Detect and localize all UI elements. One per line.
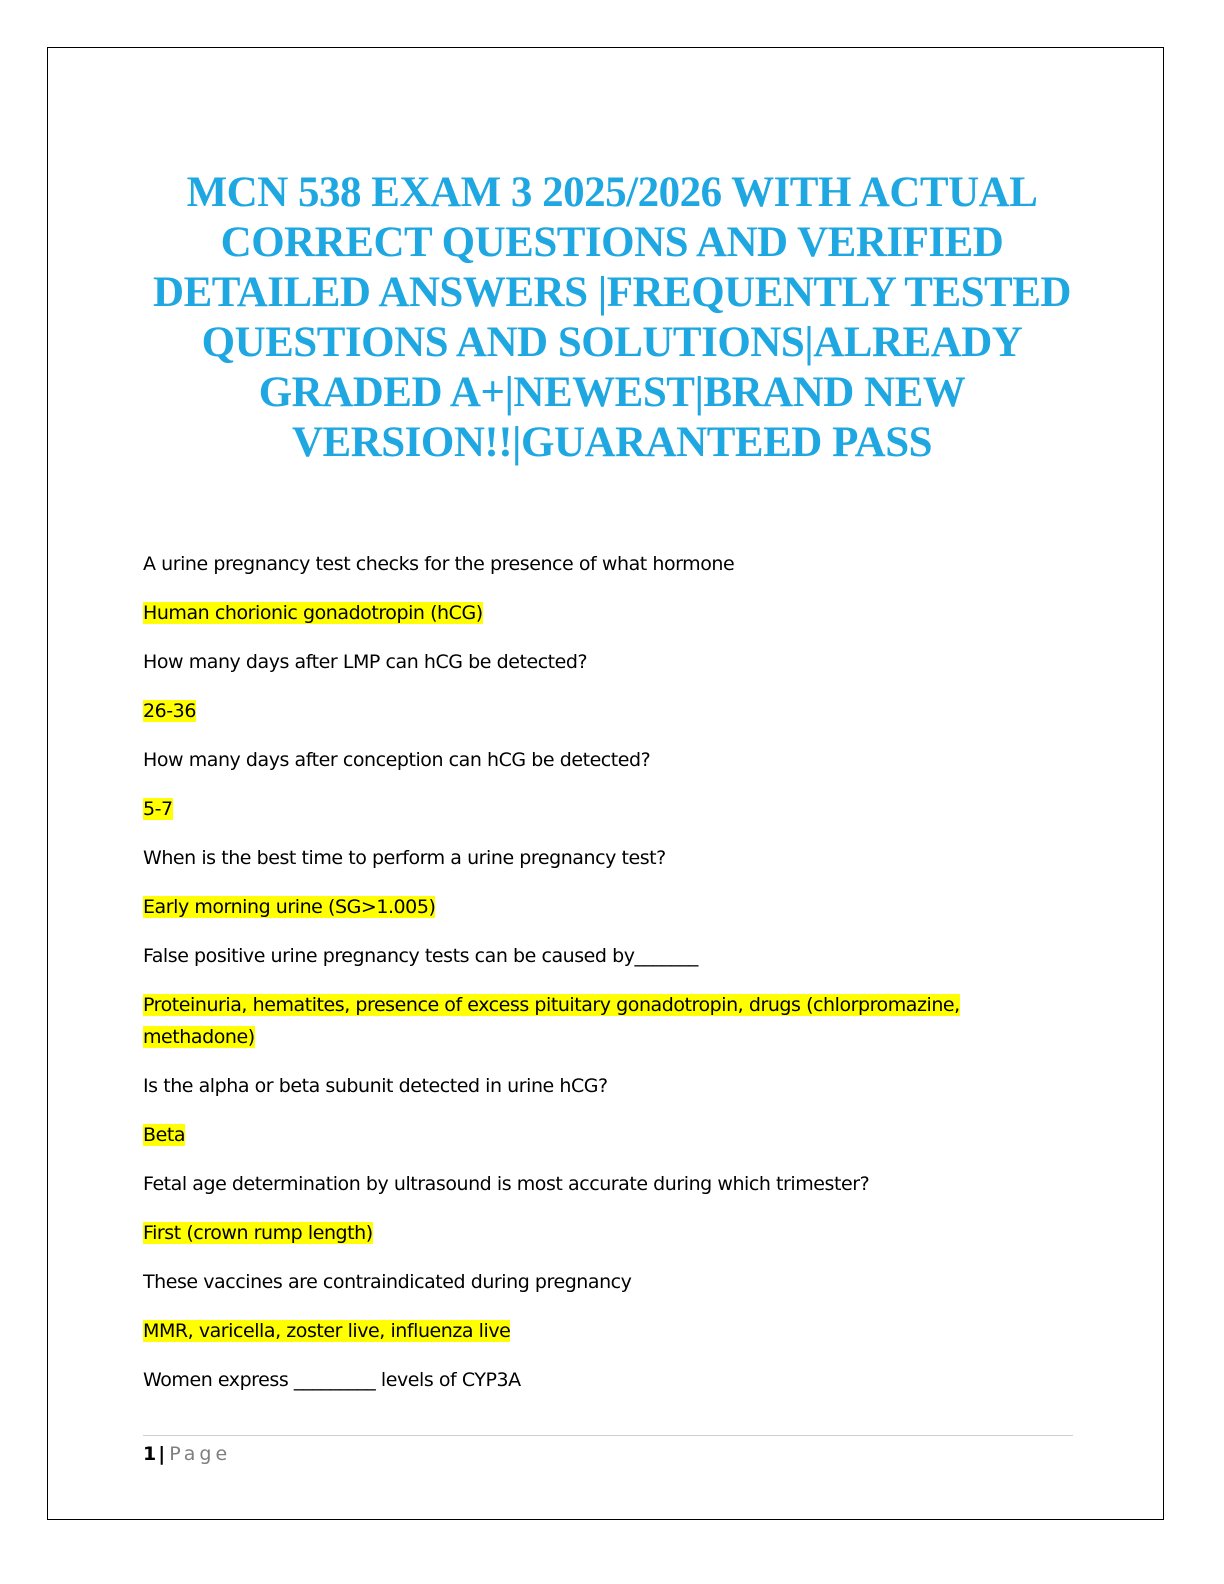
question-text: Is the alpha or beta subunit detected in urine hCG? bbox=[143, 1075, 608, 1097]
answer-line bbox=[143, 1119, 1043, 1151]
question-text: When is the best time to perform a urine pregnancy test? bbox=[143, 847, 666, 869]
answer-line bbox=[143, 793, 1043, 825]
answer-text: 26-36 bbox=[143, 700, 196, 722]
page-number: 1 bbox=[143, 1443, 157, 1465]
question-text: Women express _________ levels of CYP3A bbox=[143, 1369, 521, 1391]
question-text: These vaccines are contraindicated during pregnancy bbox=[143, 1271, 632, 1293]
page-footer bbox=[143, 1441, 231, 1467]
answer-text: First (crown rump length) bbox=[143, 1222, 373, 1244]
answer-line bbox=[143, 695, 1043, 727]
answer-text: Early morning urine (SG>1.005) bbox=[143, 896, 436, 918]
question-text: A urine pregnancy test checks for the presence of what hormone bbox=[143, 553, 735, 575]
question-text: How many days after LMP can hCG be detected? bbox=[143, 651, 588, 673]
qa-list bbox=[143, 548, 1043, 1413]
answer-text: 5-7 bbox=[143, 798, 173, 820]
answer-text: Proteinuria, hematites, presence of excess pituitary gonadotropin, drugs (chlorpromazine, methadone) bbox=[143, 994, 960, 1048]
question-text: False positive urine pregnancy tests can be caused by_______ bbox=[143, 945, 698, 967]
answer-line bbox=[143, 1315, 1043, 1347]
question-text: Fetal age determination by ultrasound is most accurate during which trimester? bbox=[143, 1173, 870, 1195]
footer-separator: | bbox=[158, 1443, 166, 1465]
answer-line bbox=[143, 891, 1043, 923]
answer-line bbox=[143, 989, 1043, 1053]
page-label: Page bbox=[169, 1443, 232, 1465]
document-title: MCN 538 EXAM 3 2025/2026 WITH ACTUAL CORRECT QUESTIONS AND VERIFIED DETAILED ANSWERS |FREQUENTLY TESTED QUESTIONS AND SOLUTIONS|ALREADY GRADED A+|NEWEST|BRAND NEW VERSION!!|GUARANTEED PASS bbox=[153, 169, 1071, 466]
answer-line bbox=[143, 1217, 1043, 1249]
answer-text: MMR, varicella, zoster live, influenza live bbox=[143, 1320, 511, 1342]
answer-line bbox=[143, 597, 1043, 629]
answer-text: Human chorionic gonadotropin (hCG) bbox=[143, 602, 483, 624]
question-text: How many days after conception can hCG be detected? bbox=[143, 749, 651, 771]
footer-divider bbox=[143, 1435, 1073, 1436]
answer-text: Beta bbox=[143, 1124, 186, 1146]
